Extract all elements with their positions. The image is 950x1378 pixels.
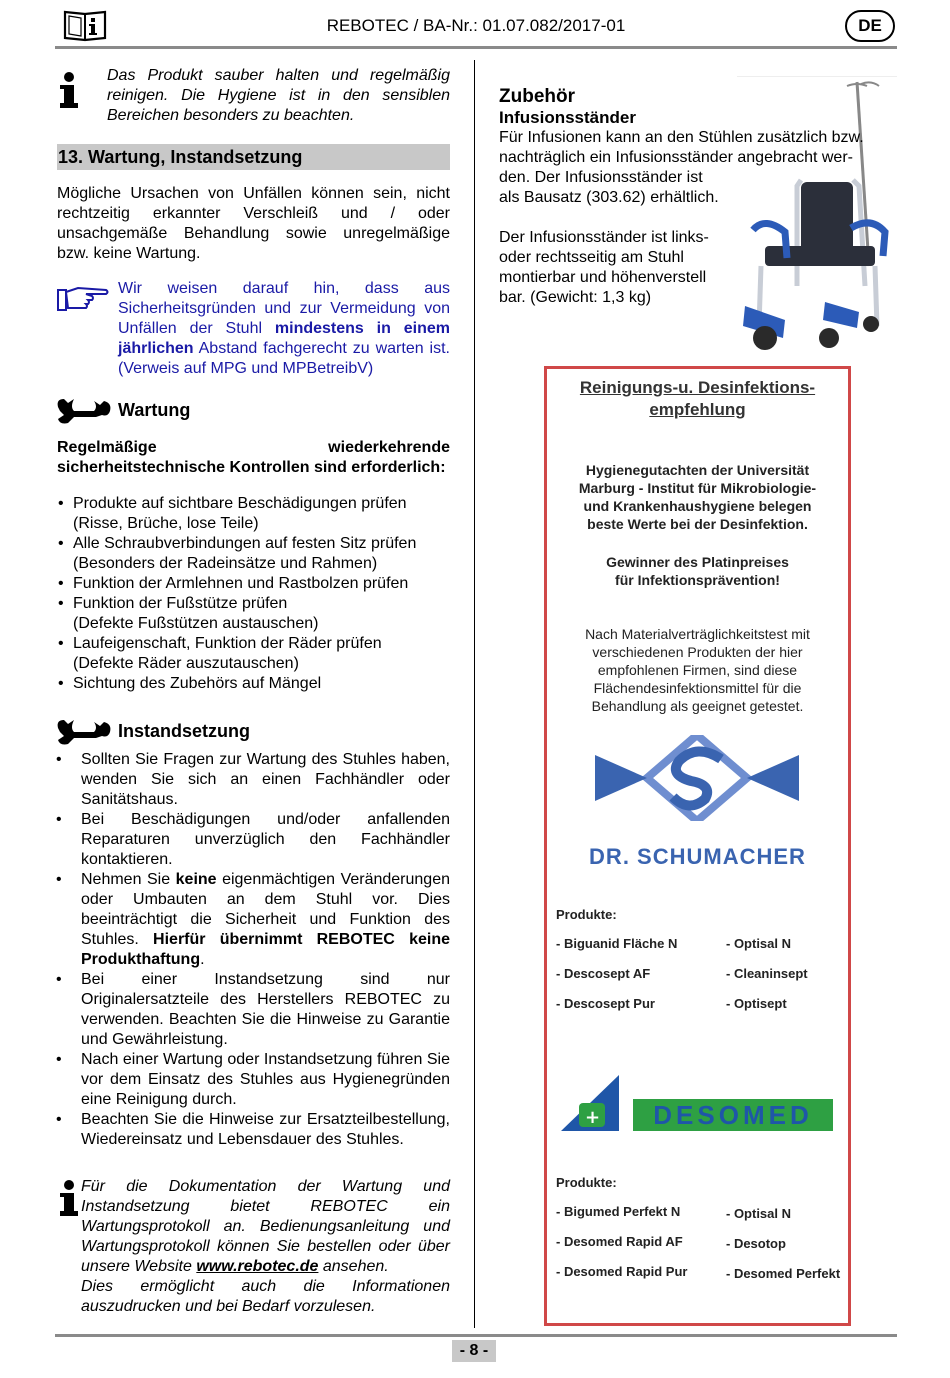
- wrench-icon: [56, 397, 112, 427]
- list-item: • Sollten Sie Fragen zur Wartung des Stuhles haben, wenden Sie sich an einen Fachhändler oder Sanitätshaus.: [55, 750, 450, 810]
- product-item: - Optisept: [726, 996, 787, 1011]
- svg-text:+: +: [585, 1107, 601, 1128]
- repair-list: [55, 750, 450, 1150]
- recommendation-title: Reinigungs-u. Desinfektions- empfehlung: [579, 378, 816, 419]
- infusion-text-line: den. Der Infusionsständer ist: [499, 169, 703, 186]
- product-item: - Desotop: [726, 1236, 786, 1251]
- infusion-text-line: bar. (Gewicht: 1,3 kg): [499, 289, 652, 306]
- product-item: - Bigumed Perfekt N: [556, 1204, 681, 1219]
- footer-rule: [55, 1334, 897, 1337]
- header-rule: [55, 46, 897, 49]
- desomed-products-col2: [726, 1199, 840, 1289]
- product-item: - Descosept AF: [556, 966, 651, 981]
- infusion-text-line: nachträglich ein Infusionsständer angebracht wer-: [499, 149, 853, 166]
- product-item: - Desomed Perfekt: [726, 1266, 841, 1281]
- wartung-subtitle: Regelmäßige wiederkehrende sicherheitstechnische Kontrollen sind erforderlich:: [57, 439, 450, 476]
- wartung-list: [57, 494, 450, 694]
- list-item: • Sichtung des Zubehörs auf Mängel: [57, 674, 450, 694]
- product-item: - Optisal N: [726, 1206, 792, 1221]
- page-header: [55, 6, 897, 48]
- infusion-title: Infusionsständer: [499, 108, 636, 127]
- list-item: • Funktion der Fußstütze prüfen (Defekte Fußstützen austauschen): [57, 594, 450, 634]
- products-label: Produkte:: [556, 1175, 617, 1190]
- cleaning-recommendation-box: [544, 366, 851, 1326]
- desomed-products-col1: [556, 1197, 687, 1287]
- list-item: • Laufeigenschaft, Funktion der Räder prüfen (Defekte Räder auszutauschen): [57, 634, 450, 674]
- infusion-text-line: montierbar und höhenverstell: [499, 269, 707, 286]
- award-text: Gewinner des Platinpreises für Infektionsprävention!: [606, 554, 789, 588]
- list-item: • Produkte auf sichtbare Beschädigungen prüfen (Risse, Brüche, lose Teile): [57, 494, 450, 534]
- product-item: - Descosept Pur: [556, 996, 655, 1011]
- notice-part1: Wir weisen darauf hin, dass aus Sicherheitsgründen und zur Vermeidung von Unfällen der Stuhl: [118, 280, 450, 337]
- desomed-logo-icon: [559, 1073, 623, 1133]
- website-link[interactable]: www.rebotec.de: [196, 1258, 319, 1275]
- list-item: • Nehmen Sie keine eigenmächtigen Veränderungen oder Umbauten an dem Stuhl vor. Dies beeinträchtigt die Sicherheit und Funktion des Stuhles. Hierfür übernimmt REBOTEC keine Produkthaftung.: [55, 870, 450, 970]
- page-number: - 8 -: [452, 1340, 496, 1362]
- product-item: - Desomed Rapid AF: [556, 1234, 683, 1249]
- instandsetzung-title: Instandsetzung: [118, 721, 251, 741]
- schumacher-logo-icon: [587, 735, 807, 821]
- product-item: - Cleaninsept: [726, 966, 808, 981]
- info-icon: [58, 1180, 80, 1218]
- desomed-brand: DESOMED: [633, 1099, 833, 1131]
- list-item: • Beachten Sie die Hinweise zur Ersatzteilbestellung, Wiedereinsatz und Lebensdauer des Stuhles.: [55, 1110, 450, 1150]
- accessories-section: [499, 86, 895, 308]
- infusion-text-line: oder rechtsseitig am Stuhl: [499, 249, 684, 266]
- column-divider: [474, 60, 475, 1328]
- schumacher-brand: DR. SCHUMACHER: [589, 844, 806, 869]
- documentation-note: Für die Dokumentation der Wartung und Instandsetzung bietet REBOTEC ein Wartungsprotokoll an. Bedienungsanleitung und Wartungsprotokoll können Sie bestellen oder über unsere Website www.rebotec.de ansehen. Dies ermöglicht auch die Informationen auszudrucken und bei Bedarf vorzulesen.: [81, 1178, 450, 1315]
- list-item: • Bei Beschädigungen und/oder anfallenden Reparaturen unverzüglich den Fachhändler kontaktieren.: [55, 810, 450, 870]
- product-item: - Optisal N: [726, 936, 792, 951]
- list-item: • Nach einer Wartung oder Instandsetzung führen Sie vor dem Einsatz des Stuhles aus Hygienegründen eine Reinigung durch.: [55, 1050, 450, 1110]
- wrench-icon: [56, 718, 112, 748]
- notice-bold: mindestens in einem jährlichen: [118, 320, 450, 357]
- pointing-hand-icon: [56, 284, 110, 314]
- language-badge: DE: [845, 10, 895, 42]
- products-label: Produkte:: [556, 907, 617, 922]
- document-title: REBOTEC / BA-Nr.: 01.07.082/2017-01: [326, 16, 626, 35]
- list-item: • Alle Schraubverbindungen auf festen Sitz prüfen (Besonders der Radeinsätze und Rahmen): [57, 534, 450, 574]
- material-test-text: Nach Materialverträglichkeitstest mit verschiedenen Produkten der hier empfohlenen Firmen, sind diese Flächendesinfektionsmittel für die Behandlung als geeignet getestet.: [585, 626, 810, 714]
- maintenance-notice: [118, 279, 450, 379]
- schumacher-products-col1: [556, 929, 677, 1019]
- infusion-text-line: als Bausatz (303.62) erhältlich.: [499, 189, 719, 206]
- section-title: 13. Wartung, Instandsetzung: [57, 144, 450, 170]
- wartung-title: Wartung: [118, 400, 191, 420]
- list-item: • Funktion der Armlehnen und Rastbolzen prüfen: [57, 574, 450, 594]
- infusion-text-line: Für Infusionen kann an den Stühlen zusätzlich bzw.: [499, 129, 864, 146]
- hygiene-note: Das Produkt sauber halten und regelmäßig reinigen. Die Hygiene ist in den sensiblen Bereichen besonders zu beachten.: [107, 67, 450, 124]
- info-icon: [58, 72, 80, 110]
- schumacher-products-col2: [726, 929, 808, 1019]
- product-item: - Biguanid Fläche N: [556, 936, 678, 951]
- zubehoer-title: Zubehör: [499, 86, 575, 107]
- certificate-text: Hygienegutachten der Universität Marburg - Institut für Mikrobiologie- und Krankenhaushygiene belegen beste Werte bei der Desinfektion.: [578, 462, 817, 532]
- infusion-text-line: Der Infusionsständer ist links-: [499, 229, 709, 246]
- list-item: • Bei einer Instandsetzung sind nur Originalersatzteile des Herstellers REBOTEC zu verwenden. Beachten Sie die Hinweise zu Garantie und Gewährleistung.: [55, 970, 450, 1050]
- intro-paragraph: Mögliche Ursachen von Unfällen können sein, nicht rechtzeitig erkannter Verschleiß und / oder unsachgemäße Behandlung sowie unregelmäßige bzw. keine Wartung.: [57, 185, 450, 262]
- product-item: - Desomed Rapid Pur: [556, 1264, 688, 1279]
- notice-part2: Abstand fachgerecht zu warten ist. (Verweis auf MPG und MPBetreibV): [118, 340, 450, 377]
